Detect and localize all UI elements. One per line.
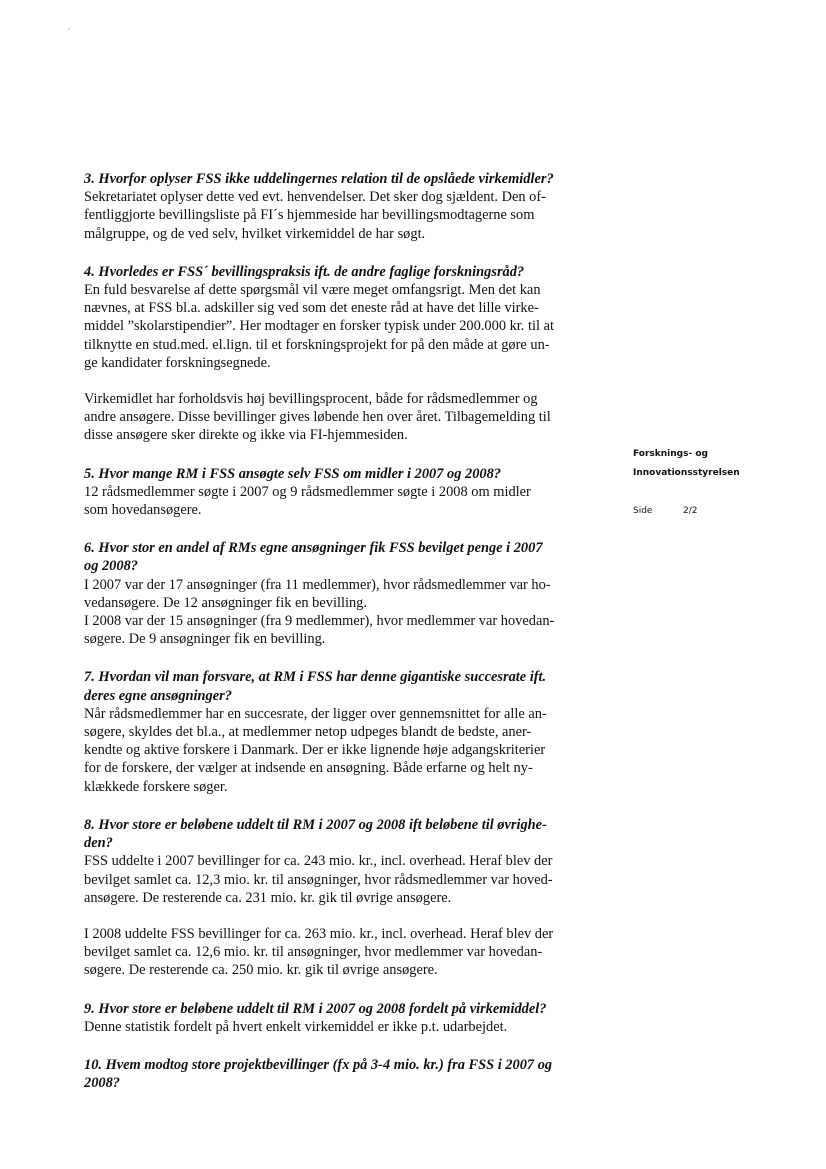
answer-line: søgere. De 9 ansøgninger fik en bevilling. — [84, 631, 326, 648]
question-line: den? — [84, 835, 113, 852]
question-heading — [84, 668, 604, 704]
question-line: 3. Hvorfor oplyser FSS ikke uddelingernes relation til de opslåede virkemidler? — [84, 171, 554, 187]
answer-line: ge kandidater forskningsegnede. — [84, 354, 271, 371]
question-line: 8. Hvor store er beløbene uddelt til RM i 2007 og 2008 ift beløbene til øvrighe- — [84, 816, 547, 833]
answer-paragraph — [84, 925, 604, 980]
answer-line: nævnes, at FSS bl.a. adskiller sig ved som det eneste råd at have det lille virke- — [84, 300, 539, 317]
question-line: 5. Hvor mange RM i FSS ansøgte selv FSS om midler i 2007 og 2008? — [84, 465, 501, 482]
answer-line: I 2008 uddelte FSS bevillinger for ca. 263 mio. kr., incl. overhead. Heraf blev der — [84, 925, 554, 942]
qa-section — [84, 170, 604, 243]
answer-line: klækkede forskere søger. — [84, 778, 228, 795]
answer-line: søgere. De resterende ca. 250 mio. kr. gik til øvrige ansøgere. — [84, 962, 438, 979]
answer-line: disse ansøgere sker direkte og ikke via FI-hjemmesiden. — [84, 427, 408, 444]
question-heading — [84, 263, 604, 281]
question-line: 2008? — [84, 1075, 120, 1092]
answer-line: bevilget samlet ca. 12,3 mio. kr. til ansøgninger, hvor rådsmedlemmer var hoved- — [84, 871, 553, 888]
question-line: 9. Hvor store er beløbene uddelt til RM i 2007 og 2008 fordelt på virkemiddel? — [84, 1000, 547, 1017]
question-heading — [84, 170, 604, 188]
question-heading — [84, 816, 604, 852]
answer-line: vedansøgere. De 12 ansøgninger fik en bevilling. — [84, 594, 367, 611]
answer-paragraph — [84, 1018, 604, 1036]
answer-paragraph — [84, 852, 604, 907]
question-line: deres egne ansøgninger? — [84, 687, 232, 704]
answer-paragraph — [84, 390, 604, 445]
question-line: og 2008? — [84, 558, 138, 575]
page-label: Side — [633, 506, 653, 516]
qa-section — [84, 1056, 604, 1092]
page-number: 2/2 — [683, 506, 698, 516]
answer-line: som hovedansøgere. — [84, 502, 202, 519]
answer-paragraph — [84, 281, 604, 372]
answer-paragraph — [84, 576, 604, 649]
qa-section — [84, 1000, 604, 1036]
org-name-line2: Innovationsstyrelsen — [633, 468, 740, 478]
answer-line: bevilget samlet ca. 12,6 mio. kr. til ansøgninger, hvor medlemmer var hovedan- — [84, 944, 543, 961]
answer-line: Sekretariatet oplyser dette ved evt. henvendelser. Det sker dog sjældent. Den of- — [84, 189, 546, 206]
qa-section — [84, 816, 604, 980]
answer-line: FSS uddelte i 2007 bevillinger for ca. 243 mio. kr., incl. overhead. Heraf blev der — [84, 853, 553, 870]
page-indicator — [633, 506, 813, 516]
qa-section — [84, 465, 604, 520]
answer-line: I 2007 var der 17 ansøgninger (fra 11 medlemmer), hvor rådsmedlemmer var ho- — [84, 576, 551, 593]
question-heading — [84, 539, 604, 575]
qa-section — [84, 263, 604, 445]
letterhead-sidebar — [633, 445, 813, 516]
question-heading — [84, 465, 604, 483]
answer-line: fentliggjorte bevillingsliste på FI´s hjemmeside har bevillingsmodtagerne som — [84, 207, 535, 224]
answer-line: 12 rådsmedlemmer søgte i 2007 og 9 rådsmedlemmer søgte i 2008 om midler — [84, 483, 531, 500]
answer-line: Når rådsmedlemmer har en succesrate, der ligger over gennemsnittet for alle an- — [84, 705, 547, 722]
answer-paragraph — [84, 188, 604, 243]
question-heading — [84, 1000, 604, 1018]
question-line: 4. Hvorledes er FSS´ bevillingspraksis ift. de andre faglige forskningsråd? — [84, 263, 525, 280]
answer-line: tilknytte en stud.med. el.lign. til et forskningsprojekt for på den måde at gøre un- — [84, 336, 550, 353]
answer-line: målgruppe, og de ved selv, hvilket virkemiddel de har søgt. — [84, 225, 426, 242]
answer-line: En fuld besvarelse af dette spørgsmål vil være meget omfangsrigt. Men det kan — [84, 282, 541, 299]
question-heading — [84, 1056, 604, 1092]
qa-section — [84, 668, 604, 795]
answer-line: middel ”skolarstipendier”. Her modtager en forsker typisk under 200.000 kr. til at — [84, 318, 554, 335]
qa-section — [84, 539, 604, 648]
document-body — [84, 170, 604, 1112]
answer-line: andre ansøgere. Disse bevillinger gives løbende hen over året. Tilbagemelding til — [84, 409, 551, 426]
answer-paragraph — [84, 483, 604, 519]
answer-line: I 2008 var der 15 ansøgninger (fra 9 medlemmer), hvor medlemmer var hovedan- — [84, 613, 555, 630]
answer-line: ansøgere. De resterende ca. 231 mio. kr. gik til øvrige ansøgere. — [84, 889, 452, 906]
org-name-line1: Forsknings- og — [633, 449, 708, 459]
answer-line: for de forskere, der vælger at indsende en ansøgning. Både erfarne og helt ny- — [84, 760, 533, 777]
answer-line: søgere, skyldes det bl.a., at medlemmer netop udpeges blandt de bedste, aner- — [84, 724, 532, 741]
answer-line: Denne statistik fordelt på hvert enkelt virkemiddel er ikke p.t. udarbejdet. — [84, 1018, 508, 1035]
answer-line: kendte og aktive forskere i Danmark. Der er ikke lignende høje adgangskriterier — [84, 742, 546, 759]
question-line: 6. Hvor stor en andel af RMs egne ansøgninger fik FSS bevilget penge i 2007 — [84, 540, 543, 557]
question-line: 7. Hvordan vil man forsvare, at RM i FSS har denne gigantiske succesrate ift. — [84, 669, 547, 686]
answer-line: Virkemidlet har forholdsvis høj bevillingsprocent, både for rådsmedlemmer og — [84, 391, 538, 408]
scan-speck — [68, 28, 70, 30]
question-line: 10. Hvem modtog store projektbevillinger (fx på 3-4 mio. kr.) fra FSS i 2007 og — [84, 1056, 553, 1073]
answer-paragraph — [84, 705, 604, 796]
